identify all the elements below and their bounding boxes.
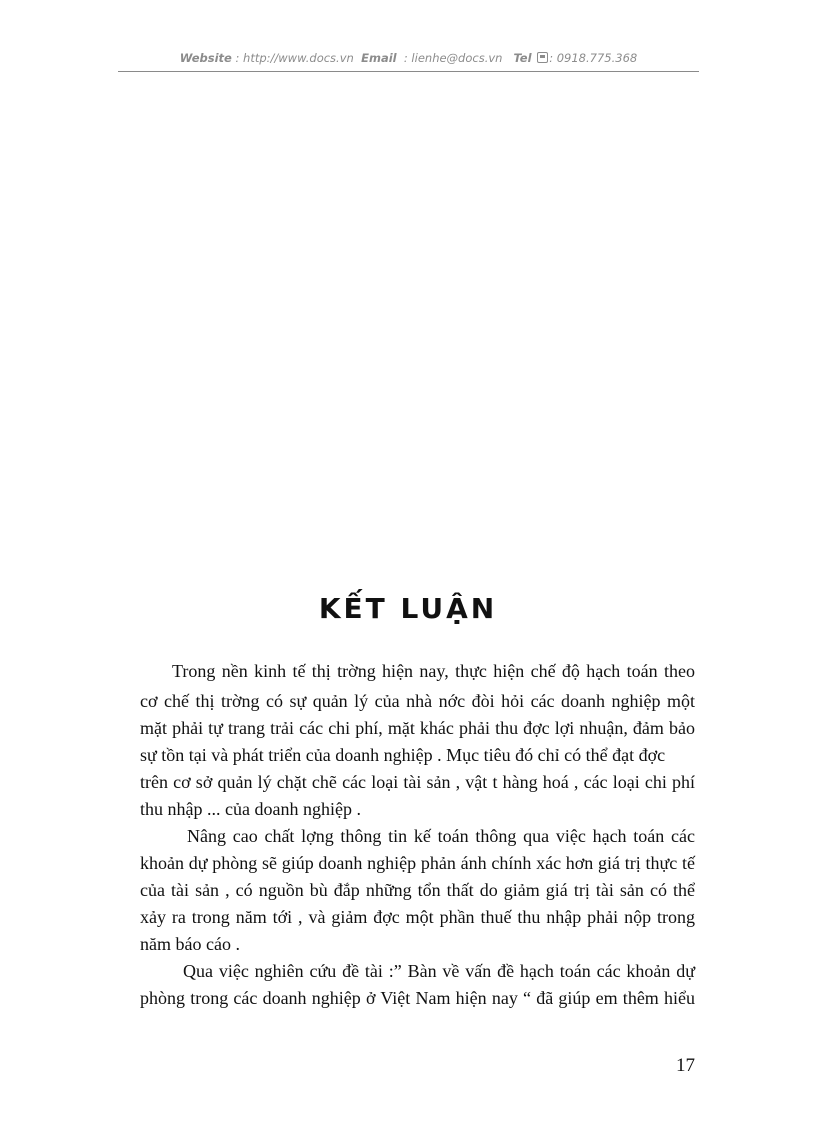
- tel-label: Tel: [513, 51, 532, 65]
- website-value[interactable]: : http://www.docs.vn: [235, 51, 354, 65]
- paragraph-1-line-2: cơ chế thị trờng có sự quản lý của nhà nớc đòi hỏi các doanh nghiệp một: [140, 691, 695, 711]
- paragraph-1-line-6: thu nhập ... của doanh nghiệp .: [140, 799, 361, 819]
- paragraph-1-line-4: sự tồn tại và phát triển của doanh nghiệp . Mục tiêu đó chỉ có thể đạt đợc: [140, 745, 666, 765]
- email-value[interactable]: : lienhe@docs.vn: [403, 51, 503, 65]
- page-header: [118, 50, 699, 72]
- paragraph-2-line-2: khoản dự phòng sẽ giúp doanh nghiệp phản ánh chính xác hơn giá trị thực tế: [140, 853, 695, 873]
- paragraph-3-line-2: phòng trong các doanh nghiệp ở Việt Nam hiện nay “ đã giúp em thêm hiểu: [140, 988, 695, 1008]
- paragraph-2-line-4: xảy ra trong năm tới , và giảm đợc một phần thuế thu nhập phải nộp trong: [140, 907, 695, 927]
- website-label: Website: [179, 51, 232, 65]
- tel-value: : 0918.775.368: [549, 51, 638, 65]
- paragraph-2-line-5: năm báo cáo .: [140, 934, 240, 954]
- paragraph-1-line-5: trên cơ sở quản lý chặt chẽ các loại tài sản , vật t hàng hoá , các loại chi phí: [140, 772, 695, 792]
- paragraph-2-line-3: của tài sản , có nguồn bù đắp những tổn thất do giảm giá trị tài sản có thể: [140, 880, 695, 900]
- paragraph-3-line-1: Qua việc nghiên cứu đề tài :” Bàn về vấn đề hạch toán các khoản dự: [183, 961, 695, 981]
- page-title: KẾT LUẬN: [318, 592, 498, 625]
- paragraph-2-line-1: Nâng cao chất lợng thông tin kế toán thông qua việc hạch toán các: [187, 826, 695, 846]
- page-number: 17: [676, 1055, 695, 1076]
- email-label: Email: [361, 51, 397, 65]
- phone-icon: [537, 52, 548, 63]
- paragraph-1-line-3: mặt phải tự trang trải các chi phí, mặt khác phải thu đợc lợi nhuận, đảm bảo: [140, 718, 695, 738]
- paragraph-1-line-1: Trong nền kinh tế thị trờng hiện nay, thực hiện chế độ hạch toán theo: [172, 661, 695, 681]
